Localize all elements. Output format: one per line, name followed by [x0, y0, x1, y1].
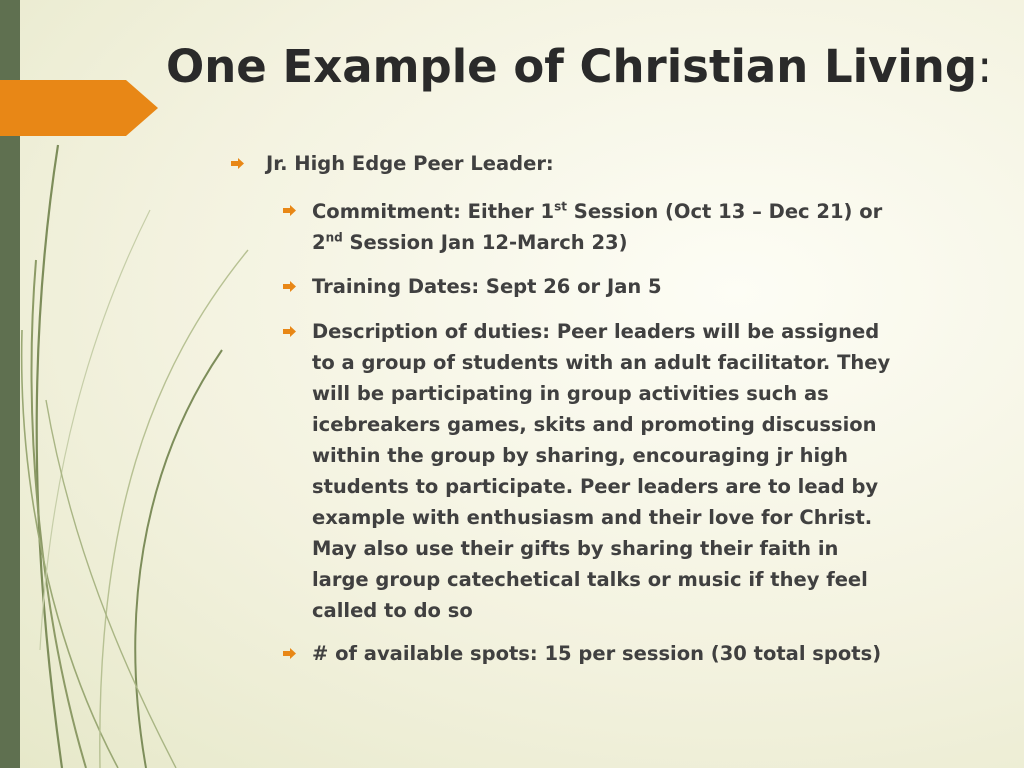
description-line: Description of duties: Peer leaders will be assigned — [312, 320, 880, 343]
description-line: to a group of students with an adult facilitator. They — [312, 351, 891, 374]
description-line: within the group by sharing, encouraging jr high — [312, 444, 849, 467]
description-line: called to do so — [312, 599, 473, 622]
orange-arrow-bullet-icon — [231, 158, 244, 169]
description-line: icebreakers games, skits and promoting discussion — [312, 413, 877, 436]
orange-arrow-bullet-icon — [283, 648, 296, 659]
orange-arrow-bullet-icon — [283, 281, 296, 292]
description-line: example with enthusiasm and their love for Christ. — [312, 506, 873, 529]
description-line: students to participate. Peer leaders are to lead by — [312, 475, 879, 498]
bullet-description-of-duties — [312, 316, 890, 626]
bullet-commitment: Commitment: Either 1st Session (Oct 13 – Dec 21) or 2nd Session Jan 12-March 23) — [312, 199, 883, 254]
orange-arrow-bullet-icon — [283, 205, 296, 216]
description-line: large group catechetical talks or music if they feel — [312, 568, 868, 591]
description-line: will be participating in group activities such as — [312, 382, 829, 405]
bullet-training-dates: Training Dates: Sept 26 or Jan 5 — [312, 275, 662, 298]
bullet-jr-high-edge-peer-leader: Jr. High Edge Peer Leader: — [266, 152, 554, 175]
slide-title: One Example of Christian Living: — [166, 40, 993, 93]
description-line: May also use their gifts by sharing their faith in — [312, 537, 839, 560]
bullet-available-spots: # of available spots: 15 per session (30 total spots) — [312, 642, 882, 665]
orange-arrow-bullet-icon — [283, 326, 296, 337]
title-colon: : — [977, 40, 993, 93]
